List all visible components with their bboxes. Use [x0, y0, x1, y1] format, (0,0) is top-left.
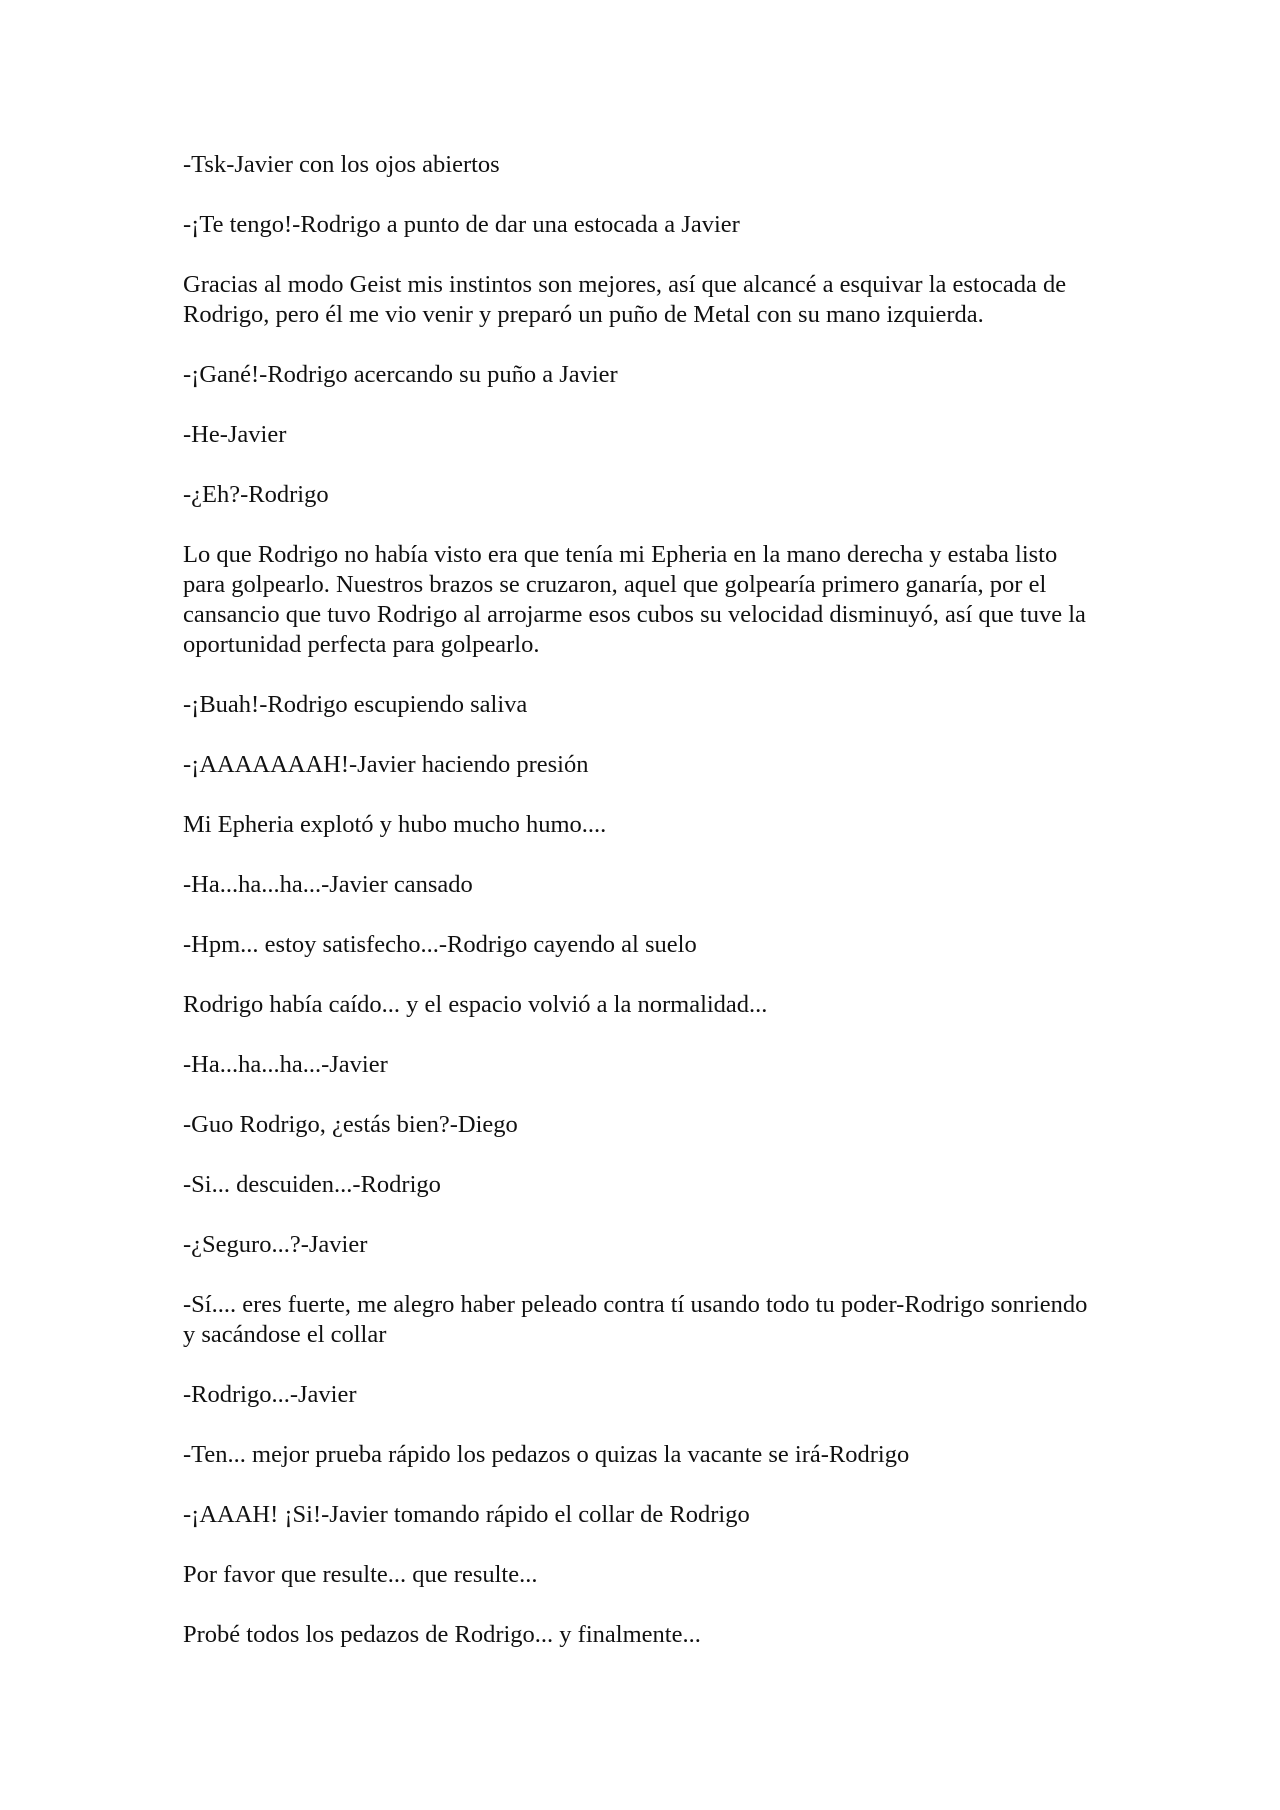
paragraph: -Si... descuiden...-Rodrigo: [183, 1171, 441, 1198]
paragraph: -¡Buah!-Rodrigo escupiendo saliva: [183, 691, 528, 718]
paragraph: -Rodrigo...-Javier: [183, 1381, 357, 1408]
paragraph: -Hpm... estoy satisfecho...-Rodrigo cayendo al suelo: [183, 931, 697, 958]
paragraph: -Ha...ha...ha...-Javier: [183, 1051, 388, 1078]
paragraph: -¡Te tengo!-Rodrigo a punto de dar una estocada a Javier: [183, 211, 740, 238]
paragraph: Rodrigo había caído... y el espacio volvió a la normalidad...: [183, 991, 768, 1018]
paragraph: Por favor que resulte... que resulte...: [183, 1561, 538, 1588]
paragraph: -¿Seguro...?-Javier: [183, 1231, 368, 1258]
document-body: [183, 150, 1103, 1680]
paragraph: -Ten... mejor prueba rápido los pedazos o quizas la vacante se irá-Rodrigo: [183, 1441, 910, 1468]
paragraph: -¡AAAH! ¡Si!-Javier tomando rápido el collar de Rodrigo: [183, 1501, 750, 1528]
paragraph: -Guo Rodrigo, ¿estás bien?-Diego: [183, 1111, 518, 1138]
paragraph: -Tsk-Javier con los ojos abiertos: [183, 151, 500, 178]
paragraph: -Sí.... eres fuerte, me alegro haber peleado contra tí usando todo tu poder-Rodrigo sonriendo y sacándose el collar: [183, 1291, 1088, 1348]
paragraph: Lo que Rodrigo no había visto era que tenía mi Epheria en la mano derecha y estaba listo para golpearlo. Nuestros brazos se cruzaron, aquel que golpearía primero ganaría, por el cansancio que tuvo Rodrigo al arrojarme esos cubos su velocidad disminuyó, así que tuve la oportunidad perfecta para golpearlo.: [183, 541, 1086, 658]
paragraph: -¿Eh?-Rodrigo: [183, 481, 329, 508]
paragraph: -Ha...ha...ha...-Javier cansado: [183, 871, 473, 898]
paragraph: Gracias al modo Geist mis instintos son mejores, así que alcancé a esquivar la estocada de Rodrigo, pero él me vio venir y preparó un puño de Metal con su mano izquierda.: [183, 271, 1067, 328]
paragraph: -¡AAAAAAAH!-Javier haciendo presión: [183, 751, 589, 778]
paragraph: -¡Gané!-Rodrigo acercando su puño a Javier: [183, 361, 618, 388]
paragraph: Mi Epheria explotó y hubo mucho humo....: [183, 811, 607, 838]
paragraph: Probé todos los pedazos de Rodrigo... y finalmente...: [183, 1621, 701, 1648]
paragraph: -He-Javier: [183, 421, 287, 448]
